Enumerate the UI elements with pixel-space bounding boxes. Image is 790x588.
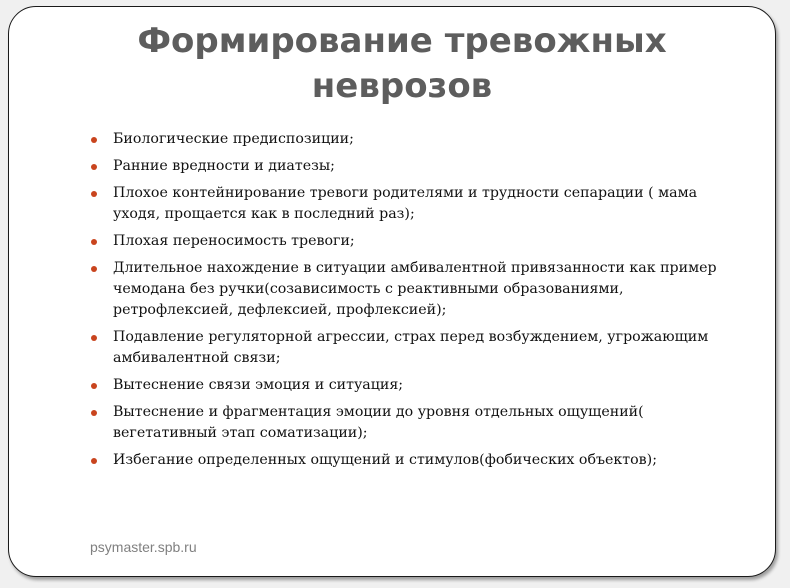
footer-url: psymaster.spb.ru — [90, 539, 197, 555]
bullet-dot-icon — [91, 458, 97, 464]
list-item-text: Плохая переносимость тревоги; — [113, 233, 355, 249]
bullet-dot-icon — [91, 383, 97, 389]
slide — [8, 6, 776, 577]
list-item — [91, 402, 731, 444]
list-item-text: Длительное нахождение в ситуации амбивалентной привязанности как пример чемодана без ручки(созависимость с реактивными образованиями, ретрофлексией, дефлексией, профлексией); — [113, 260, 717, 318]
bullet-dot-icon — [91, 137, 97, 143]
bullet-list — [91, 129, 731, 477]
list-item-text: Вытеснение связи эмоция и ситуация; — [113, 377, 404, 393]
list-item — [91, 258, 731, 321]
list-item-text: Избегание определенных ощущений и стимулов(фобических объектов); — [113, 452, 657, 468]
bullet-dot-icon — [91, 164, 97, 170]
list-item — [91, 375, 731, 396]
list-item — [91, 450, 731, 471]
list-item — [91, 156, 731, 177]
bullet-dot-icon — [91, 191, 97, 197]
list-item — [91, 183, 731, 225]
list-item — [91, 327, 731, 369]
bullet-dot-icon — [91, 335, 97, 341]
list-item-text: Вытеснение и фрагментация эмоции до уровня отдельных ощущений( вегетативный этап соматизации); — [113, 404, 644, 441]
list-item-text: Биологические предиспозиции; — [113, 131, 354, 147]
list-item-text: Плохое контейнирование тревоги родителями и трудности сепарации ( мама уходя, прощается как в последний раз); — [113, 185, 698, 222]
list-item — [91, 129, 731, 150]
list-item-text: Ранние вредности и диатезы; — [113, 158, 335, 174]
slide-title: Формирование тревожных неврозов — [137, 21, 667, 106]
bullet-dot-icon — [91, 239, 97, 245]
list-item-text: Подавление регуляторной агрессии, страх перед возбуждением, угрожающим амбивалентной связи; — [113, 329, 709, 366]
list-item — [91, 231, 731, 252]
bullet-dot-icon — [91, 410, 97, 416]
bullet-dot-icon — [91, 266, 97, 272]
